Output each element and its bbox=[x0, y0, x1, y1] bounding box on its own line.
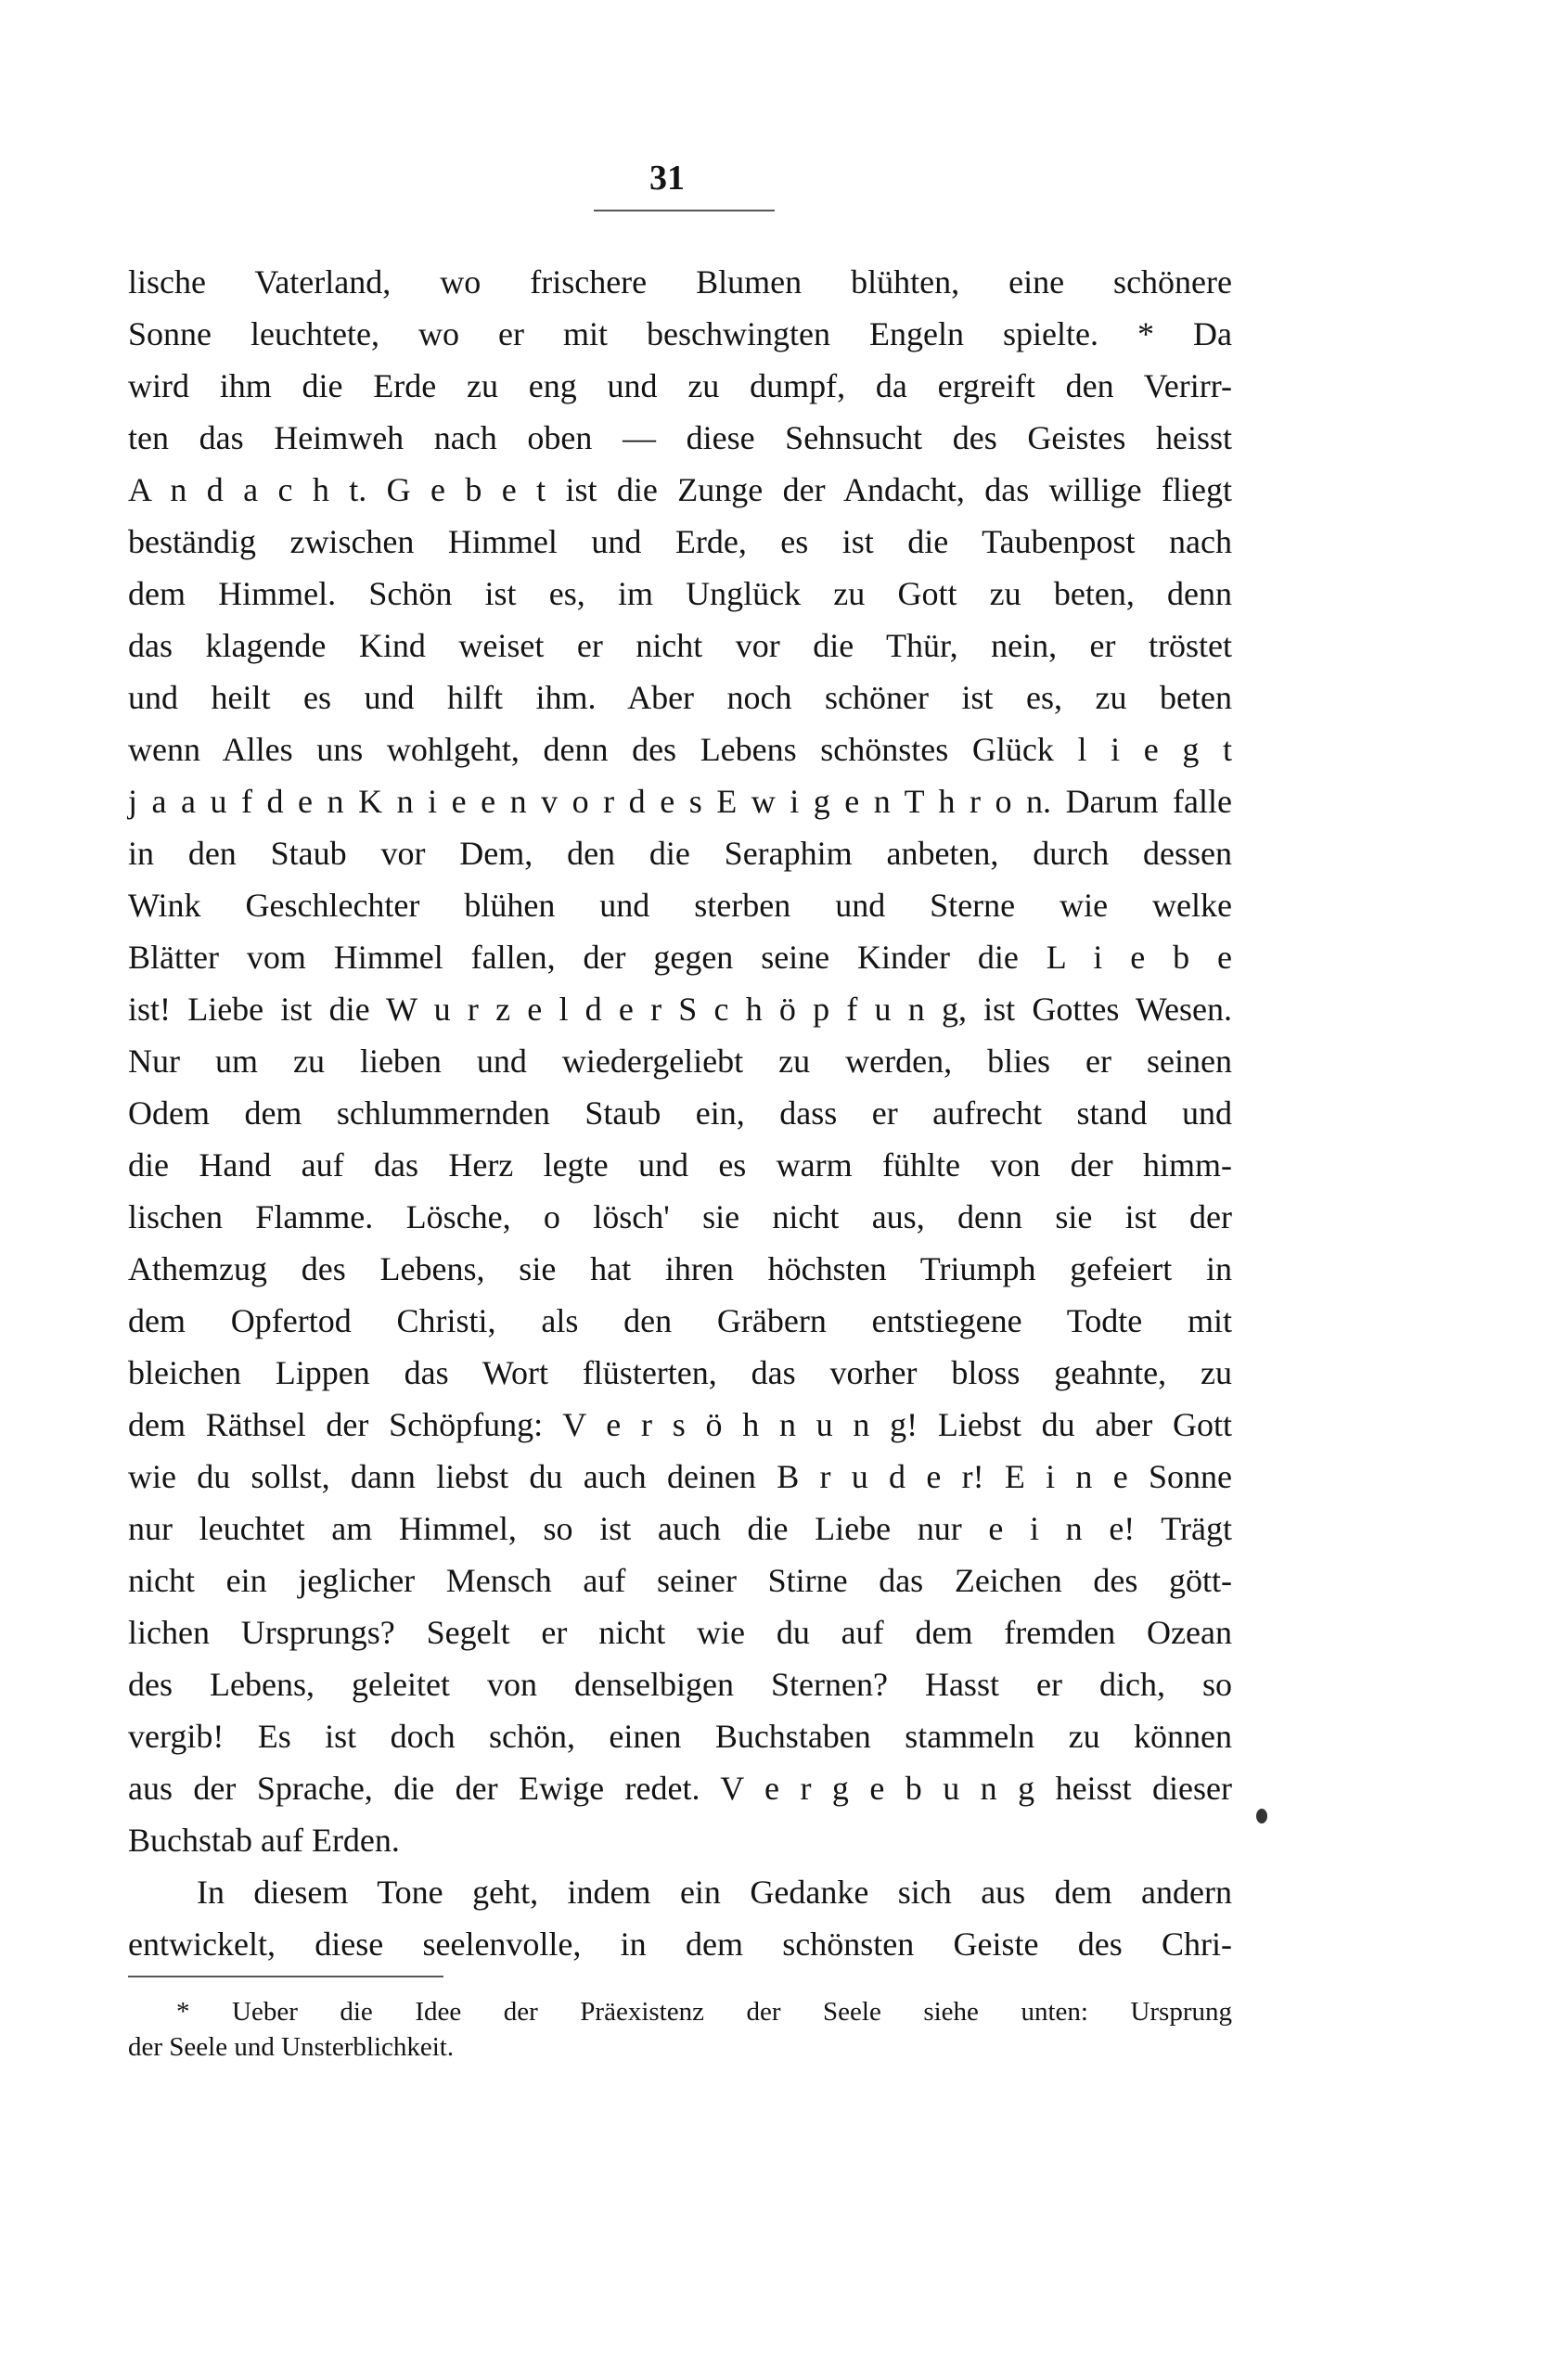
text-line: Nur um zu lieben und wiedergeliebt zu werden, blies er seinen bbox=[128, 1043, 1232, 1080]
text-line: beständig zwischen Himmel und Erde, es ist die Taubenpost nach bbox=[128, 523, 1232, 560]
text-line: wenn Alles uns wohlgeht, denn des Lebens schönstes Glück l i e g t bbox=[128, 731, 1232, 768]
footnote-line: der Seele und Unsterblichkeit. bbox=[128, 2032, 455, 2062]
text-line: in den Staub vor Dem, den die Seraphim anbeten, durch dessen bbox=[128, 835, 1232, 872]
text-line: das klagende Kind weiset er nicht vor die Thür, nein, er tröstet bbox=[128, 627, 1232, 664]
text-line: Wink Geschlechter blühen und sterben und Sterne wie welke bbox=[128, 887, 1232, 924]
text-line: und heilt es und hilft ihm. Aber noch schöner ist es, zu beten bbox=[128, 679, 1232, 716]
text-line: die Hand auf das Herz legte und es warm fühlte von der himm- bbox=[128, 1146, 1232, 1184]
text-line: dem Himmel. Schön ist es, im Unglück zu Gott zu beten, denn bbox=[128, 575, 1232, 612]
text-line: Sonne leuchtete, wo er mit beschwingten Engeln spielte. * Da bbox=[128, 315, 1232, 352]
text-line: nicht ein jeglicher Mensch auf seiner Stirne das Zeichen des gött- bbox=[128, 1562, 1232, 1599]
footnote-rule bbox=[128, 1976, 443, 1977]
footnote-line: * Ueber die Idee der Präexistenz der Seele siehe unten: Ursprung bbox=[176, 1997, 1232, 2027]
text-line: dem Opfertod Christi, als den Gräbern entstiegene Todte mit bbox=[128, 1302, 1232, 1339]
page-number: 31 bbox=[649, 159, 685, 198]
text-line: In diesem Tone geht, indem ein Gedanke sich aus dem andern bbox=[197, 1874, 1232, 1911]
text-line: bleichen Lippen das Wort flüsterten, das vorher bloss geahnte, zu bbox=[128, 1354, 1232, 1391]
text-line: wird ihm die Erde zu eng und zu dumpf, da ergreift den Verirr- bbox=[128, 367, 1232, 404]
text-line: lische Vaterland, wo frischere Blumen blühten, eine schönere bbox=[128, 263, 1232, 301]
header-rule bbox=[594, 210, 775, 211]
text-line: lischen Flamme. Lösche, o lösch' sie nicht aus, denn sie ist der bbox=[128, 1198, 1232, 1235]
text-line: dem Räthsel der Schöpfung: V e r s ö h n u n g! Liebst du aber Gott bbox=[128, 1406, 1232, 1443]
text-line: Blätter vom Himmel fallen, der gegen seine Kinder die L i e b e bbox=[128, 939, 1232, 976]
text-line: aus der Sprache, die der Ewige redet. V e r g e b u n g heisst dieser bbox=[128, 1770, 1232, 1807]
text-line: nur leuchtet am Himmel, so ist auch die Liebe nur e i n e! Trägt bbox=[128, 1510, 1232, 1547]
text-line: ist! Liebe ist die W u r z e l d e r S c h ö p f u n g, ist Gottes Wesen. bbox=[128, 991, 1232, 1028]
text-line: lichen Ursprungs? Segelt er nicht wie du auf dem fremden Ozean bbox=[128, 1614, 1232, 1651]
text-line: vergib! Es ist doch schön, einen Buchstaben stammeln zu können bbox=[128, 1718, 1232, 1755]
text-line: wie du sollst, dann liebst du auch deinen B r u d e r! E i n e Sonne bbox=[128, 1458, 1232, 1495]
text-line: j a a u f d e n K n i e e n v o r d e s E w i g e n T h r o n. Darum falle bbox=[128, 783, 1232, 820]
text-line: A n d a c h t. G e b e t ist die Zunge der Andacht, das willige fliegt bbox=[128, 471, 1232, 508]
text-line: Athemzug des Lebens, sie hat ihren höchsten Triumph gefeiert in bbox=[128, 1250, 1232, 1287]
text-line: Buchstab auf Erden. bbox=[128, 1822, 400, 1859]
text-line: ten das Heimweh nach oben — diese Sehnsucht des Geistes heisst bbox=[128, 419, 1232, 456]
text-line: entwickelt, diese seelenvolle, in dem schönsten Geiste des Chri- bbox=[128, 1926, 1232, 1963]
ink-spot bbox=[1256, 1809, 1267, 1823]
text-line: Odem dem schlummernden Staub ein, dass er aufrecht stand und bbox=[128, 1094, 1232, 1132]
text-line: des Lebens, geleitet von denselbigen Sternen? Hasst er dich, so bbox=[128, 1666, 1232, 1703]
